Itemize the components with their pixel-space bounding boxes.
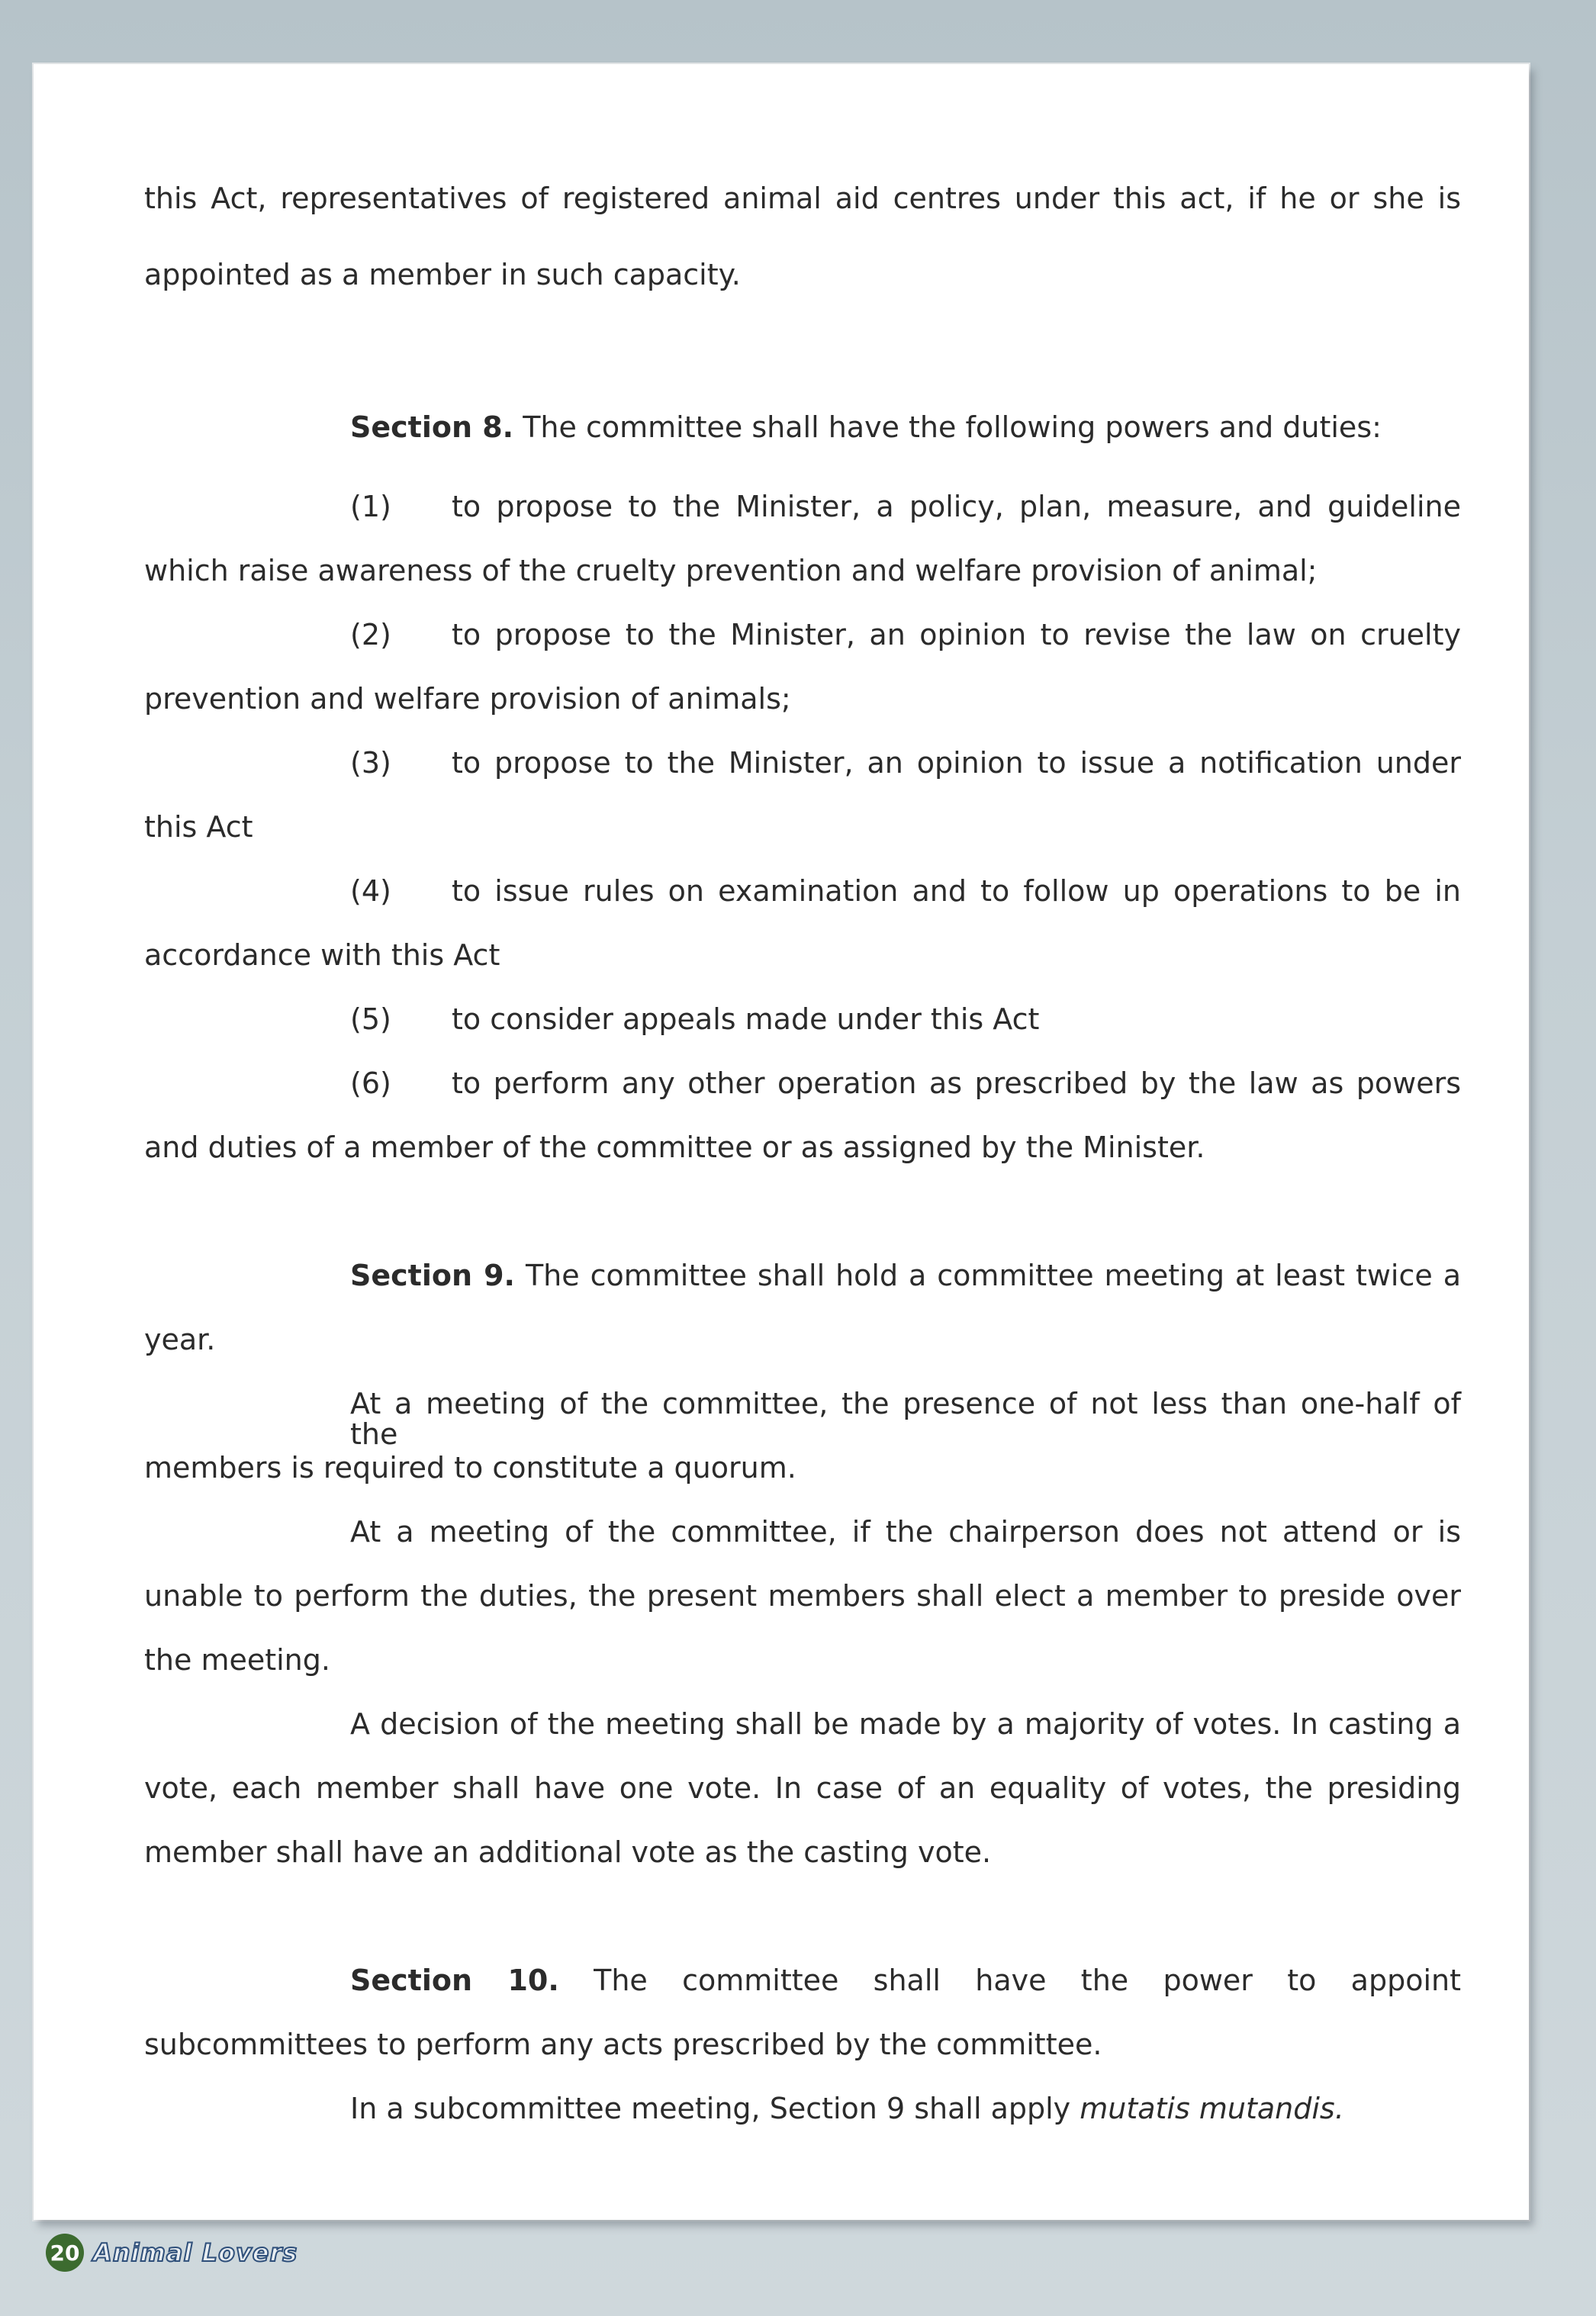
list-item-line: prevention and welfare provision of animals; bbox=[144, 682, 791, 716]
item-number: (5) bbox=[350, 1002, 391, 1036]
document-page bbox=[34, 64, 1529, 2220]
section-label: Section 10. bbox=[350, 1964, 559, 1997]
paragraph-line: member shall have an additional vote as the casting vote. bbox=[144, 1835, 992, 1869]
paragraph-line: subcommittees to perform any acts prescribed by the committee. bbox=[144, 2028, 1102, 2061]
list-item-line: which raise awareness of the cruelty prevention and welfare provision of animal; bbox=[144, 554, 1318, 587]
item-number: (4) bbox=[350, 874, 391, 908]
item-number: (2) bbox=[350, 618, 391, 651]
list-item-line: accordance with this Act bbox=[144, 938, 500, 972]
page-number-badge: 20 bbox=[46, 2234, 84, 2272]
paragraph-text: In a subcommittee meeting, Section 9 shall apply bbox=[350, 2092, 1080, 2125]
section-text: The committee shall hold a committee meeting at least twice a bbox=[525, 1259, 1461, 1292]
item-number: (6) bbox=[350, 1066, 391, 1100]
paragraph-line: At a meeting of the committee, the presence of not less than one-half of the bbox=[350, 1387, 1461, 1451]
section-label: Section 8. bbox=[350, 410, 514, 444]
paragraph-line: At a meeting of the committee, if the chairperson does not attend or is bbox=[350, 1515, 1461, 1549]
section-8-heading bbox=[350, 412, 1461, 442]
list-item-line: to perform any other operation as prescribed by the law as powers bbox=[452, 1066, 1461, 1100]
section-9-heading bbox=[350, 1260, 1461, 1291]
list-item-line: this Act bbox=[144, 810, 253, 844]
item-number: (1) bbox=[350, 490, 391, 523]
paragraph-line: unable to perform the duties, the present members shall elect a member to preside over bbox=[144, 1579, 1461, 1613]
list-item-line: and duties of a member of the committee or as assigned by the Minister. bbox=[144, 1131, 1205, 1164]
item-number: (3) bbox=[350, 746, 391, 780]
list-item-line: to consider appeals made under this Act bbox=[452, 1002, 1040, 1036]
list-item-line: to propose to the Minister, an opinion to issue a notification under bbox=[452, 746, 1461, 780]
paragraph-line: appointed as a member in such capacity. bbox=[144, 258, 741, 291]
section-label: Section 9. bbox=[350, 1259, 515, 1292]
brand-logo: Animal Lovers bbox=[93, 2238, 298, 2267]
list-item-line: to propose to the Minister, a policy, plan, measure, and guideline bbox=[452, 490, 1461, 523]
paragraph-line: year. bbox=[144, 1323, 216, 1356]
list-item-line: to propose to the Minister, an opinion to revise the law on cruelty bbox=[452, 618, 1461, 651]
paragraph-line bbox=[350, 2093, 1461, 2124]
section-10-heading bbox=[350, 1965, 1461, 1996]
paragraph-line: vote, each member shall have one vote. In case of an equality of votes, the presiding bbox=[144, 1771, 1461, 1805]
page-footer bbox=[46, 2231, 298, 2274]
section-text: The committee shall have the following powers and duties: bbox=[523, 410, 1382, 444]
paragraph-line: this Act, representatives of registered animal aid centres under this act, if he or she is bbox=[144, 182, 1461, 215]
paragraph-line: members is required to constitute a quorum. bbox=[144, 1451, 796, 1484]
section-text: The committee shall have the power to appoint bbox=[594, 1964, 1461, 1997]
italic-phrase: mutatis mutandis. bbox=[1080, 2092, 1344, 2125]
paragraph-line: the meeting. bbox=[144, 1643, 330, 1677]
list-item-line: to issue rules on examination and to follow up operations to be in bbox=[452, 874, 1461, 908]
paragraph-line: A decision of the meeting shall be made by a majority of votes. In casting a bbox=[350, 1707, 1461, 1741]
